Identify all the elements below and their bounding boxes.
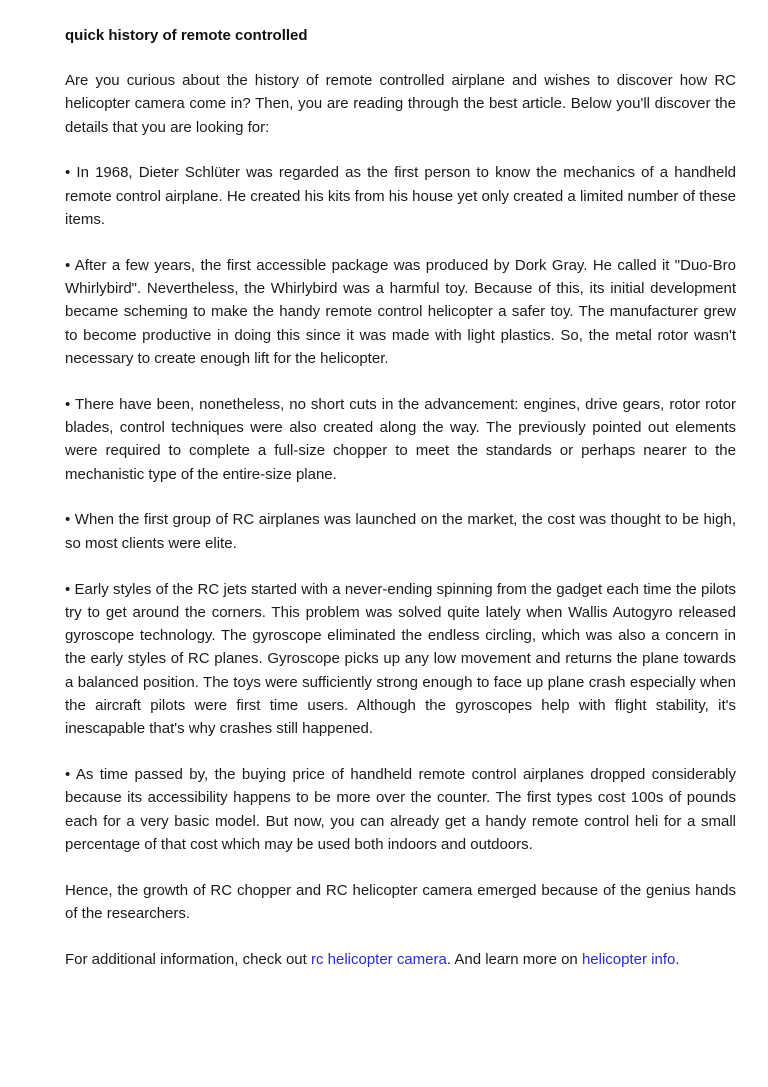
bullet-paragraph-1968: • In 1968, Dieter Schlüter was regarded as the first person to know the mechanics of a handheld remote control airplane. He created his kits from his house yet only created a limited number of these items. bbox=[65, 164, 736, 228]
closing-text-between-links: . And learn more on bbox=[446, 950, 582, 968]
bullet-paragraph-whirlybird: • After a few years, the first accessible package was produced by Dork Gray. He called it "Duo-Bro Whirlybird". Nevertheless, the Whirlybird was a harmful toy. Because of this, its initial development became scheming to make the handy remote control helicopter a safer toy. The manufacturer grew to become productive in doing this since it was made with light plastics. So, the metal rotor wasn't necessary to create enough lift for the helicopter. bbox=[65, 256, 736, 367]
helicopter-info-link[interactable]: helicopter info bbox=[581, 950, 676, 968]
intro-paragraph: Are you curious about the history of remote controlled airplane and wishes to discover how RC helicopter camera come in? Then, you are reading through the best article. Below you'll discover the details that you are looking for: bbox=[65, 72, 736, 136]
bullet-paragraph-cost: • When the first group of RC airplanes was launched on the market, the cost was thought to be high, so most clients were elite. bbox=[65, 511, 736, 552]
bullet-paragraph-gyroscope: • Early styles of the RC jets started with a never-ending spinning from the gadget each time the pilots try to get around the corners. This problem was solved quite lately when Wallis Autogyro released gyroscope technology. The gyroscope eliminated the endless circling, which was also a concern in the early styles of RC planes. Gyroscope picks up any low movement and returns the plane towards a balanced position. The toys were sufficiently strong enough to face up plane crash especially when the aircraft pilots were first time users. Although the gyroscopes help with flight stability, it's inescapable that's why crashes still happened. bbox=[65, 580, 736, 738]
closing-text-before-link: For additional information, check out bbox=[65, 950, 311, 968]
bullet-paragraph-advancement: • There have been, nonetheless, no short cuts in the advancement: engines, drive gears, rotor rotor blades, control techniques were also created along the way. The previously pointed out elements were required to complete a full-size chopper to meet the standards or perhaps nearer to the mechanistic type of the entire-size plane. bbox=[65, 395, 736, 483]
rc-helicopter-camera-link[interactable]: rc helicopter camera bbox=[310, 950, 447, 968]
closing-text-end: . bbox=[675, 950, 680, 968]
conclusion-paragraph: Hence, the growth of RC chopper and RC helicopter camera emerged because of the genius hands of the researchers. bbox=[65, 881, 736, 923]
bullet-paragraph-price: • As time passed by, the buying price of handheld remote control airplanes dropped considerably because its accessibility happens to be more over the counter. The first types cost 100s of pounds each for a very basic model. But now, you can already get a handy remote control heli for a small percentage of that cost which may be used both indoors and outdoors. bbox=[65, 766, 736, 854]
closing-paragraph bbox=[65, 948, 736, 971]
document-page bbox=[65, 24, 736, 994]
document-title: quick history of remote controlled bbox=[65, 27, 308, 44]
